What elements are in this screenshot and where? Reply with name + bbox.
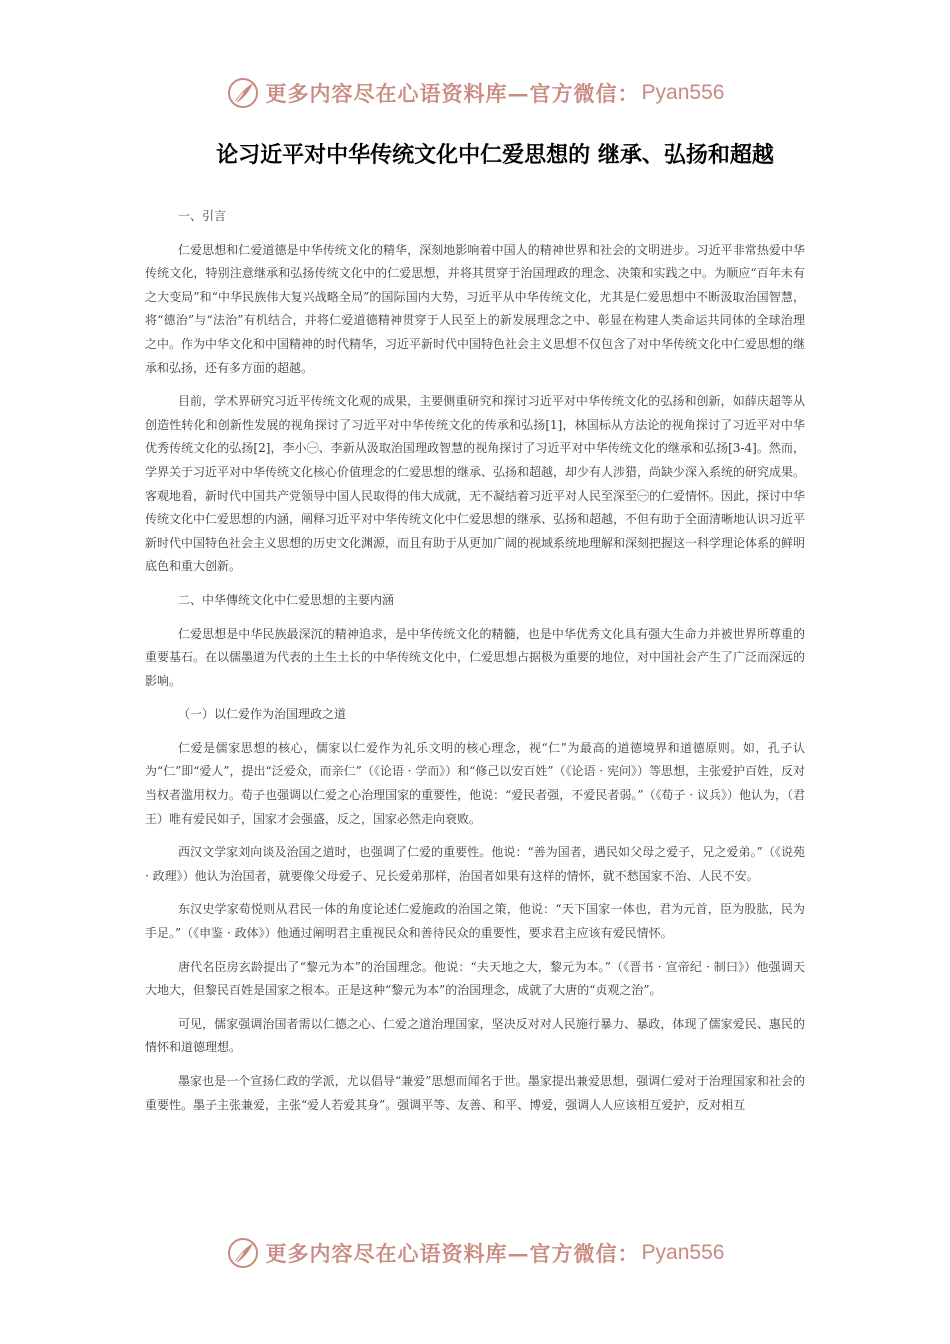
paragraph: 西汉文学家刘向谈及治国之道时，也强调了仁爱的重要性。他说：“善为国者，遇民如父母之爱子，兄之爱弟。”（《说苑 · 政理》）他认为治国者，就要像父母爱子、兄长爱弟那样，治国者如果有这样的情怀，就不愁国家不治、人民不安。 <box>145 845 805 883</box>
paragraph: 仁爱思想是中华民族最深沉的精神追求，是中华传统文化的精髓，也是中华优秀文化具有强大生命力并被世界所尊重的重要基石。在以儒墨道为代表的土生土长的中华传统文化中，仁爱思想占据极为重要的地位，对中国社会产生了广泛而深远的影响。 <box>145 626 806 688</box>
footer-watermark-banner <box>0 1228 950 1278</box>
paragraph: 唐代名臣房玄龄提出了“黎元为本”的治国理念。他说：“夫天地之大，黎元为本。”（《晋书 · 宣帝纪 · 制曰》）他强调天大地大，但黎民百姓是国家之根本。正是这种“黎元为本”的治国理念，成就了大唐的“贞观之治”。 <box>145 959 805 998</box>
paragraph: 目前，学术界研究习近平传统文化观的成果，主要侧重研究和探讨习近平对中华传统文化的弘扬和创新，如薛庆超等从创造性转化和创新性发展的视角探讨了习近平对中华传统文化的传承和弘扬[1]，林国标从方法论的视角探讨了习近平对中华优秀传统文化的弘扬[2]，李小㊀、李新从汲取治国理政智慧的视角探讨了习近平对中华传统文化的继承和弘扬[3-4]。然而，学界关于习近平对中华传统文化核心价值理念的仁爱思想的继承、弘扬和超越，却少有人涉猎，尚缺少深入系统的研究成果。客观地看，新时代中国共产党领导中国人民取得的伟大成就，无不凝结着习近平对人民至深至㊀的仁爱情怀。因此，探讨中华传统文化中仁爱思想的内涵，阐释习近平对中华传统文化中仁爱思想的继承、弘扬和超越，不但有助于全面清晰地认识习近平新时代中国特色社会主义思想的历史文化渊源，而且有助于从更加广阔的视域系统地理解和深刻把握这一科学理论体系的鲜明底色和重大创新。 <box>145 394 806 574</box>
watermark-text: 更多内容尽在心语资料库—官方微信： <box>265 1241 640 1266</box>
watermark-wechat-id: Pyan556 <box>641 1241 725 1264</box>
watermark-wechat-id: Pyan556 <box>641 81 725 104</box>
section-heading-connotation: 二、中华傳统文化中仁爱思想的主要内涵 <box>178 592 395 607</box>
quill-logo-icon <box>226 1236 260 1270</box>
watermark-text: 更多内容尽在心语资料库—官方微信： <box>265 81 640 106</box>
document-body <box>145 205 805 1127</box>
quill-logo-icon <box>226 76 260 110</box>
subsection-heading: （一）以仁爱作为治国理政之道 <box>178 707 347 722</box>
paragraph: 仁爱是儒家思想的核心，儒家以仁爱作为礼乐文明的核心理念，视“仁”为最高的道德境界和道德原则。如，孔子认为“仁”即“爱人”，提出“泛爱众，而亲仁”（《论语 · 学而》）和“修己以安百姓”（《论语 · 宪问》）等思想，主张爱护百姓，反对当权者滥用权力。荀子也强调以仁爱之心治理国家的重要性，他说：“爱民者强，不爱民者弱。”（《荀子 · 议兵》）他认为，（君王）唯有爱民如子，国家才会强盛，反之，国家必然走向衰败。 <box>145 740 805 826</box>
section-heading-intro: 一、引言 <box>178 209 227 223</box>
document-title: 论习近平对中华传统文化中仁爱思想的 继承、弘扬和超越 <box>216 143 774 168</box>
paragraph: 墨家也是一个宣扬仁政的学派，尤以倡导“兼爱”思想而闻名于世。墨家提出兼爱思想，强调仁爱对于治理国家和社会的重要性。墨子主张兼爱，主张“爱人若爱其身”。强调平等、友善、和平、博爱，强调人人应该相互爱护，反对相互 <box>145 1074 805 1112</box>
paragraph: 可见，儒家强调治国者需以仁德之心、仁爱之道治理国家，坚决反对对人民施行暴力、暴政，体现了儒家爱民、惠民的情怀和道德理想。 <box>145 1016 805 1055</box>
paragraph: 东汉史学家荀悦则从君民一体的角度论述仁爱施政的治国之策，他说：“天下国家一体也，君为元首，臣为股肱，民为手足。”（《申鉴 · 政体》）他通过阐明君主重视民众和善待民众的重要性，要求君主应该有爱民情怀。 <box>145 902 805 941</box>
header-watermark-banner <box>0 68 950 118</box>
paragraph: 仁爱思想和仁爱道德是中华传统文化的精华，深刻地影响着中国人的精神世界和社会的文明进步。习近平非常热爱中华传统文化，特别注意继承和弘扬传统文化中的仁爱思想，并将其贯穿于治国理政的理念、决策和实践之中。为顺应“百年未有之大变局”和“中华民族伟大复兴战略全局”的国际国内大势，习近平从中华传统文化，尤其是仁爱思想中不断汲取治国智慧，将“德治”与“法治”有机结合，并将仁爱道德精神贯穿于人民至上的新发展理念之中、彰显在构建人类命运共同体的全球治理之中。作为中华文化和中国精神的时代精华，习近平新时代中国特色社会主义思想不仅包含了对中华传统文化中仁爱思想的继承和弘扬，还有多方面的超越。 <box>145 242 806 375</box>
